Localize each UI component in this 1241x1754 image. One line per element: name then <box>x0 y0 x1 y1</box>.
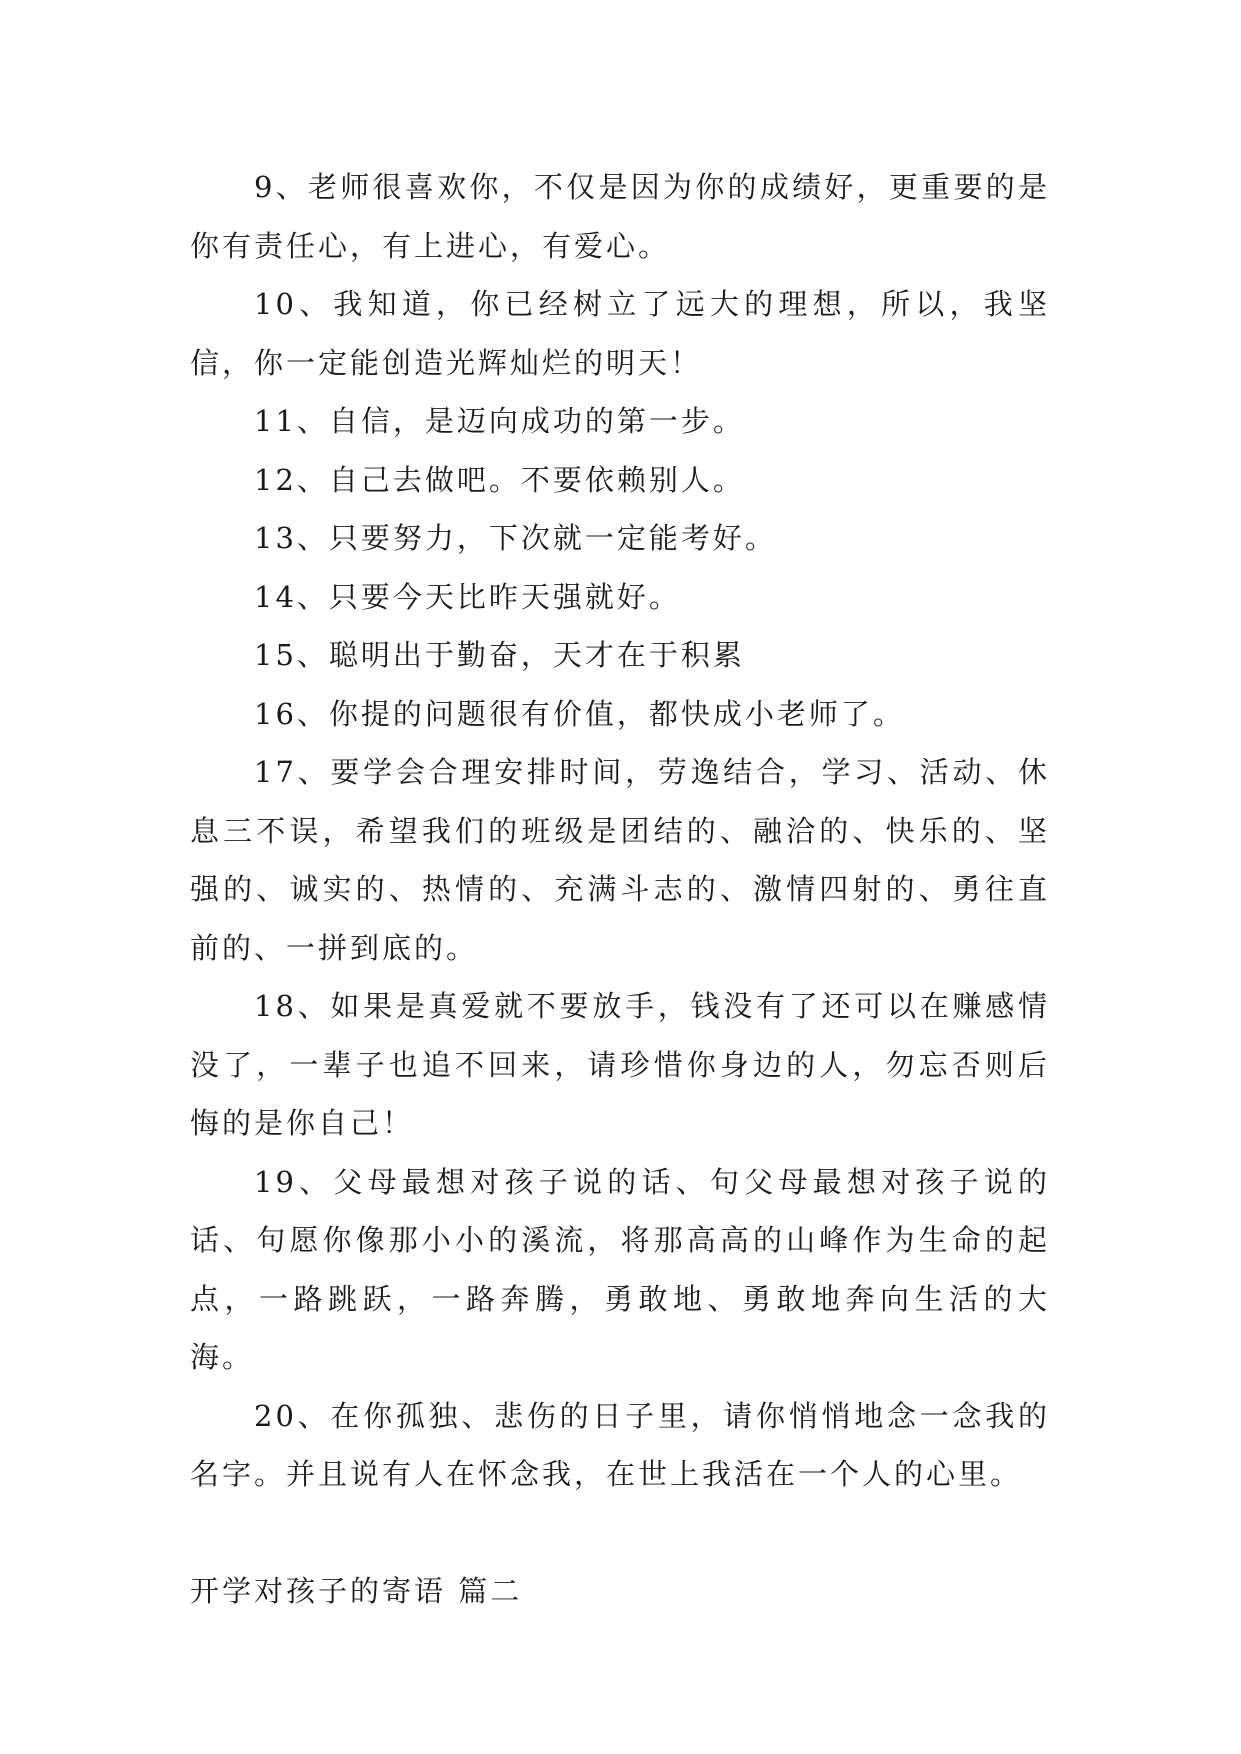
paragraph-13: 13、只要努力，下次就一定能考好。 <box>254 521 777 555</box>
paragraph-19: 19、父母最想对孩子说的话、句父母最想对孩子说的话、句愿你像那小小的溪流，将那高高的山峰作为生命的起点，一路跳跃，一路奔腾，勇敢地、勇敢地奔向生活的大海。 <box>190 1164 1050 1374</box>
paragraph-15: 15、聪明出于勤奋，天才在于积累 <box>254 638 745 672</box>
paragraph-18: 18、如果是真爱就不要放手，钱没有了还可以在赚感情没了，一辈子也追不回来，请珍惜你身边的人，勿忘否则后悔的是你自己！ <box>190 989 1050 1140</box>
document-body <box>190 158 1050 1620</box>
paragraph-9: 9、老师很喜欢你，不仅是因为你的成绩好，更重要的是你有责任心，有上进心，有爱心。 <box>190 170 1050 263</box>
paragraph-16: 16、你提的问题很有价值，都快成小老师了。 <box>254 696 905 731</box>
paragraph-14: 14、只要今天比昨天强就好。 <box>254 579 681 614</box>
section-heading: 开学对孩子的寄语 篇二 <box>190 1573 523 1608</box>
paragraph-17: 17、要学会合理安排时间，劳逸结合，学习、活动、休息三不误，希望我们的班级是团结的、融洽的、快乐的、坚强的、诚实的、热情的、充满斗志的、激情四射的、勇往直前的、一拼到底的。 <box>190 755 1050 965</box>
paragraph-11: 11、自信，是迈向成功的第一步。 <box>254 404 745 438</box>
paragraph-20: 20、在你孤独、悲伤的日子里，请你悄悄地念一念我的名字。并且说有人在怀念我，在世上我活在一个人的心里。 <box>190 1398 1050 1491</box>
paragraph-10: 10、我知道，你已经树立了远大的理想，所以，我坚信，你一定能创造光辉灿烂的明天！ <box>190 287 1050 380</box>
paragraph-12: 12、自己去做吧。不要依赖别人。 <box>254 462 745 497</box>
